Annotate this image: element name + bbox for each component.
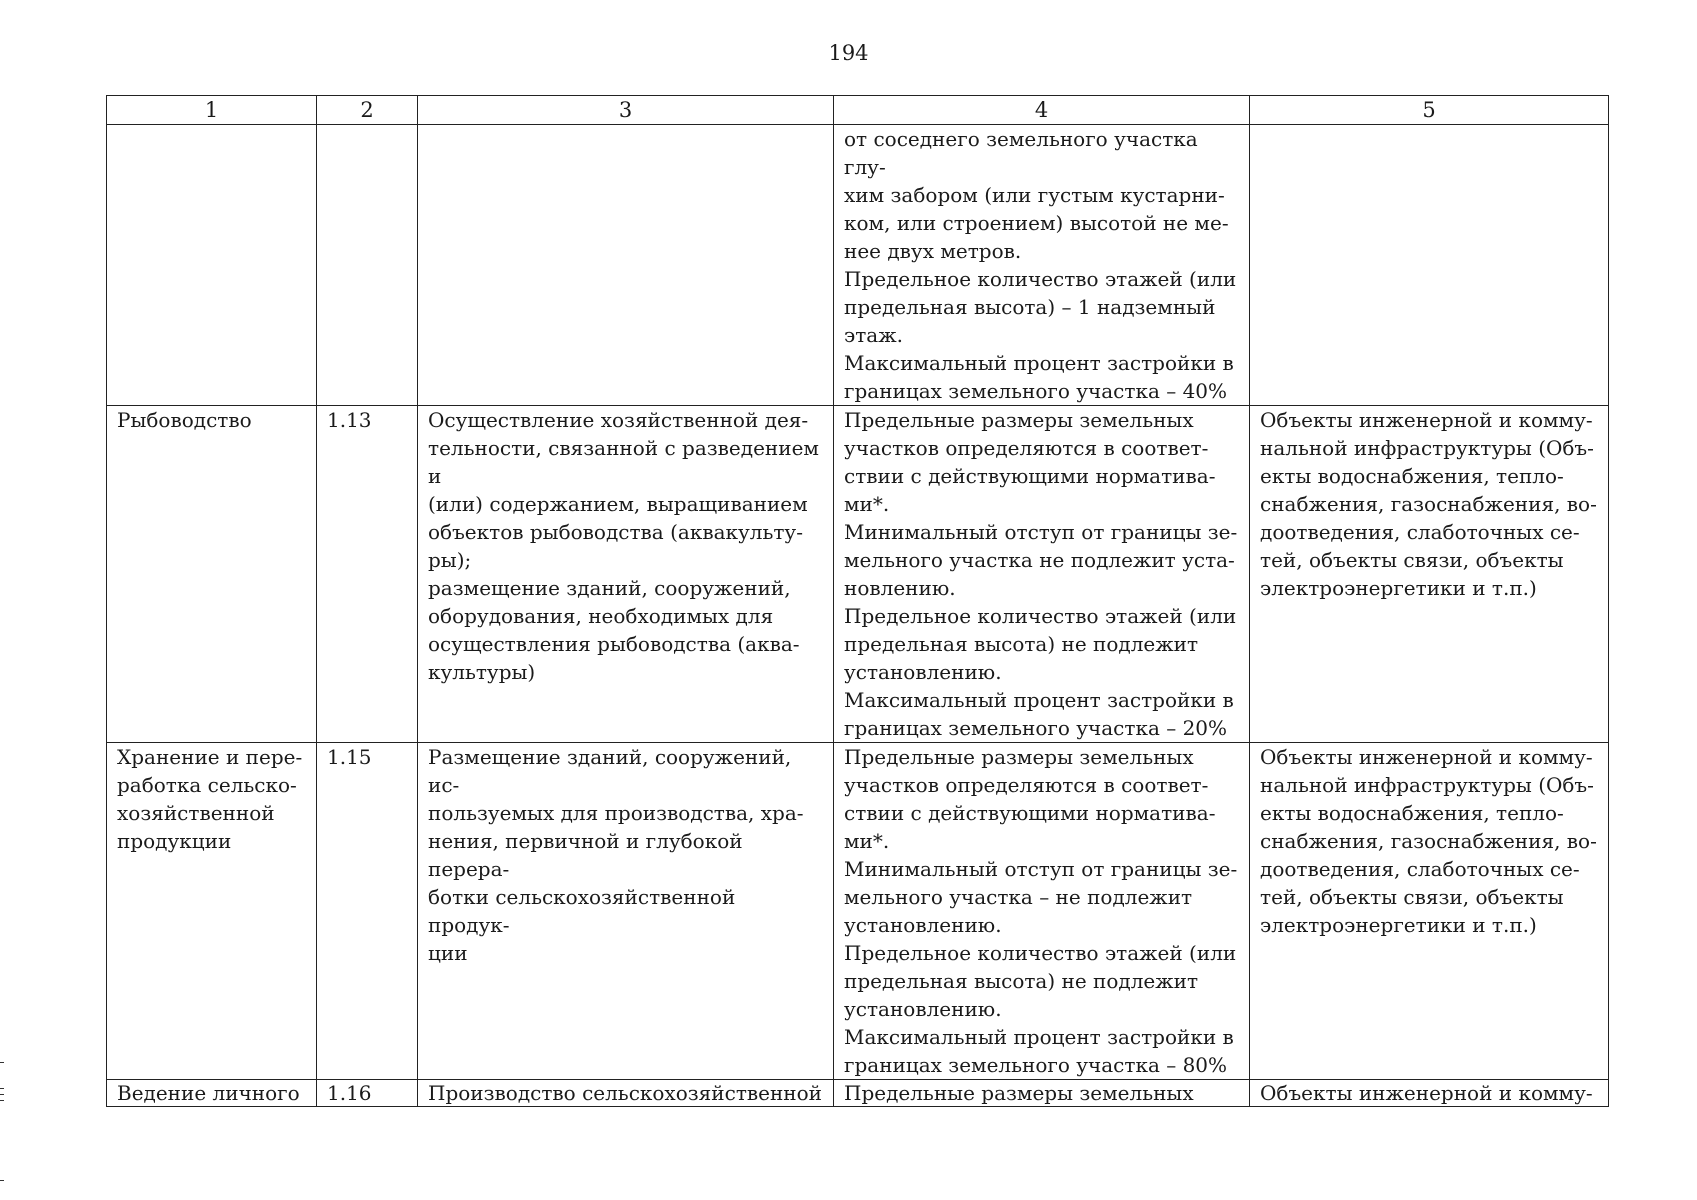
- use-code-cell: 1.15: [317, 743, 418, 1080]
- column-header-5: 5: [1250, 96, 1609, 125]
- use-name-cell: Ведение личного: [107, 1080, 317, 1107]
- scan-margin-mark: [0, 1100, 4, 1101]
- parameters-cell: Предельные размеры земельных участков определяются в соответ- ствии с действующими норматива- ми*. Минимальный отступ от границы зе- мельного участка не подлежит уста- новлению. Предельное количество этажей (или предельная высота) не подлежит установлению. Максимальный процент застройки в границах земельного участка – 20%: [834, 406, 1250, 743]
- page-number: 194: [828, 41, 869, 65]
- use-name-cell: Рыбоводство: [107, 406, 317, 743]
- table-row: [107, 125, 1609, 406]
- use-code-cell: 1.13: [317, 406, 418, 743]
- column-header-4: 4: [834, 96, 1250, 125]
- use-name-cell: [107, 125, 317, 406]
- use-description-cell: Размещение зданий, сооружений, ис- пользуемых для производства, хра- нения, первичной и глубокой перера- ботки сельскохозяйственной продук- ции: [418, 743, 834, 1080]
- use-description-cell: Производство сельскохозяйственной: [418, 1080, 834, 1107]
- scan-margin-mark: [0, 1062, 4, 1063]
- use-description-cell: [418, 125, 834, 406]
- table-row: [107, 406, 1609, 743]
- use-description-cell: Осуществление хозяйственной дея- тельности, связанной с разведением и (или) содержанием, выращиванием объектов рыбоводства (аквакульту- ры); размещение зданий, сооружений, оборудования, необходимых для осуществления рыбоводства (аква- культуры): [418, 406, 834, 743]
- use-code-cell: [317, 125, 418, 406]
- zoning-table: [106, 95, 1609, 1107]
- use-code-cell: 1.16: [317, 1080, 418, 1107]
- table-row: [107, 743, 1609, 1080]
- parameters-cell: Предельные размеры земельных: [834, 1080, 1250, 1107]
- parameters-cell: Предельные размеры земельных участков определяются в соответ- ствии с действующими норматива- ми*. Минимальный отступ от границы зе- мельного участка – не подлежит установлению. Предельное количество этажей (или предельная высота) не подлежит установлению. Максимальный процент застройки в границах земельного участка – 80%: [834, 743, 1250, 1080]
- auxiliary-uses-cell: Объекты инженерной и комму- нальной инфраструктуры (Объ- екты водоснабжения, тепло- снабжения, газоснабжения, во- доотведения, слаботочных се- тей, объекты связи, объекты электроэнергетики и т.п.): [1250, 406, 1609, 743]
- parameters-cell: от соседнего земельного участка глу- хим забором (или густым кустарни- ком, или строением) высотой не ме- нее двух метров. Предельное количество этажей (или предельная высота) – 1 надземный этаж. Максимальный процент застройки в границах земельного участка – 40%: [834, 125, 1250, 406]
- auxiliary-uses-cell: Объекты инженерной и комму-: [1250, 1080, 1609, 1107]
- column-header-1: 1: [107, 96, 317, 125]
- use-name-cell: Хранение и пере- работка сельско- хозяйственной продукции: [107, 743, 317, 1080]
- column-header-2: 2: [317, 96, 418, 125]
- scan-margin-mark: [0, 1088, 4, 1089]
- scan-margin-mark: [0, 1180, 4, 1181]
- column-header-3: 3: [418, 96, 834, 125]
- table-header-row: [107, 96, 1609, 125]
- table-row: [107, 1080, 1609, 1107]
- auxiliary-uses-cell: Объекты инженерной и комму- нальной инфраструктуры (Объ- екты водоснабжения, тепло- снабжения, газоснабжения, во- доотведения, слаботочных се- тей, объекты связи, объекты электроэнергетики и т.п.): [1250, 743, 1609, 1080]
- auxiliary-uses-cell: [1250, 125, 1609, 406]
- scan-margin-mark: [0, 1094, 4, 1095]
